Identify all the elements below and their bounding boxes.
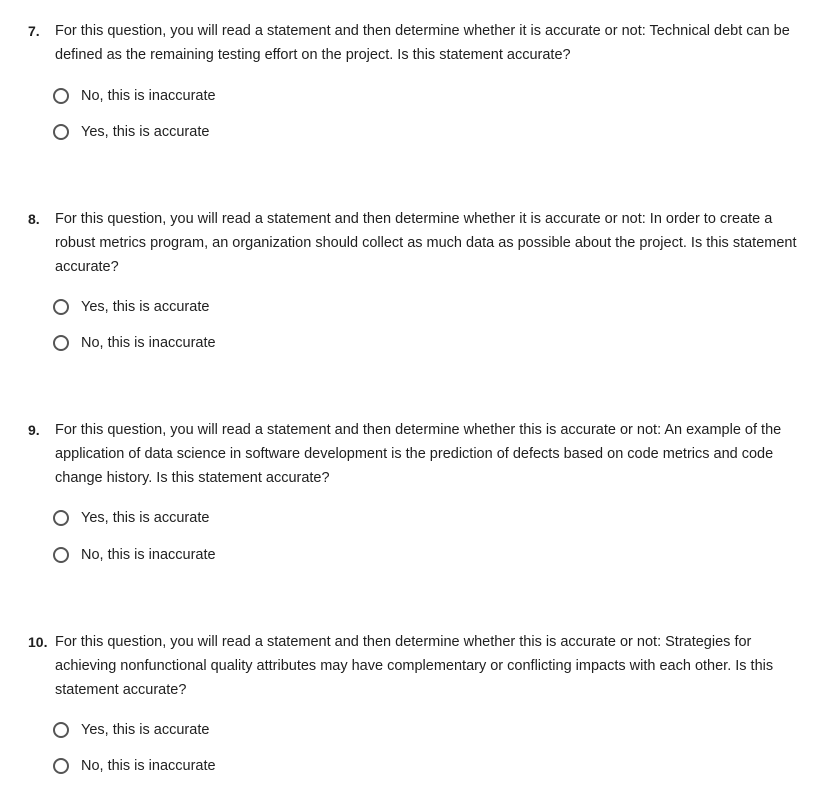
question-10-option-yes[interactable] — [53, 719, 209, 741]
question-text: For this question, you will read a statement and then determine whether it is accurate or not: Technical debt can be defined as the remaining testing effort on the project. Is this statement accurate? — [55, 23, 790, 63]
radio-button[interactable] — [53, 758, 69, 774]
question-9-option-yes[interactable] — [53, 507, 209, 529]
option-label[interactable]: Yes, this is accurate — [81, 124, 210, 140]
question-7-option-no[interactable] — [53, 85, 216, 107]
question-text: For this question, you will read a statement and then determine whether this is accurate or not: An example of the application of data science in software development is the prediction of defects based on code metrics and code change history. Is this statement accurate? — [55, 422, 782, 486]
question-8-option-yes[interactable] — [53, 296, 209, 318]
question-8-option-no[interactable] — [53, 332, 216, 354]
option-label[interactable]: No, this is inaccurate — [81, 335, 216, 351]
question-text: For this question, you will read a statement and then determine whether it is accurate or not: In order to create a robust metrics program, an organization should collect as much data as possible about the project. Is this statement accurate? — [55, 211, 797, 275]
radio-button[interactable] — [53, 510, 69, 526]
question-7-option-yes[interactable] — [53, 121, 209, 143]
radio-button[interactable] — [53, 335, 69, 351]
radio-button[interactable] — [53, 722, 69, 738]
question-number: 8. — [28, 211, 40, 227]
question-number: 10. — [28, 634, 48, 650]
radio-button[interactable] — [53, 124, 69, 140]
question-number: 9. — [28, 422, 40, 438]
radio-button[interactable] — [53, 88, 69, 104]
question-text: For this question, you will read a statement and then determine whether this is accurate or not: Strategies for achieving nonfunctional quality attributes may have complementary or conflicting impacts with each other. Is this statement accurate? — [55, 634, 774, 698]
question-number: 7. — [28, 23, 40, 39]
option-label[interactable]: Yes, this is accurate — [81, 299, 210, 315]
option-label[interactable]: No, this is inaccurate — [81, 758, 216, 774]
option-label[interactable]: Yes, this is accurate — [81, 510, 210, 526]
question-9-option-no[interactable] — [53, 544, 216, 566]
option-label[interactable]: No, this is inaccurate — [81, 88, 216, 104]
radio-button[interactable] — [53, 299, 69, 315]
option-label[interactable]: No, this is inaccurate — [81, 547, 216, 563]
radio-button[interactable] — [53, 547, 69, 563]
question-10-option-no[interactable] — [53, 755, 216, 777]
option-label[interactable]: Yes, this is accurate — [81, 722, 210, 738]
